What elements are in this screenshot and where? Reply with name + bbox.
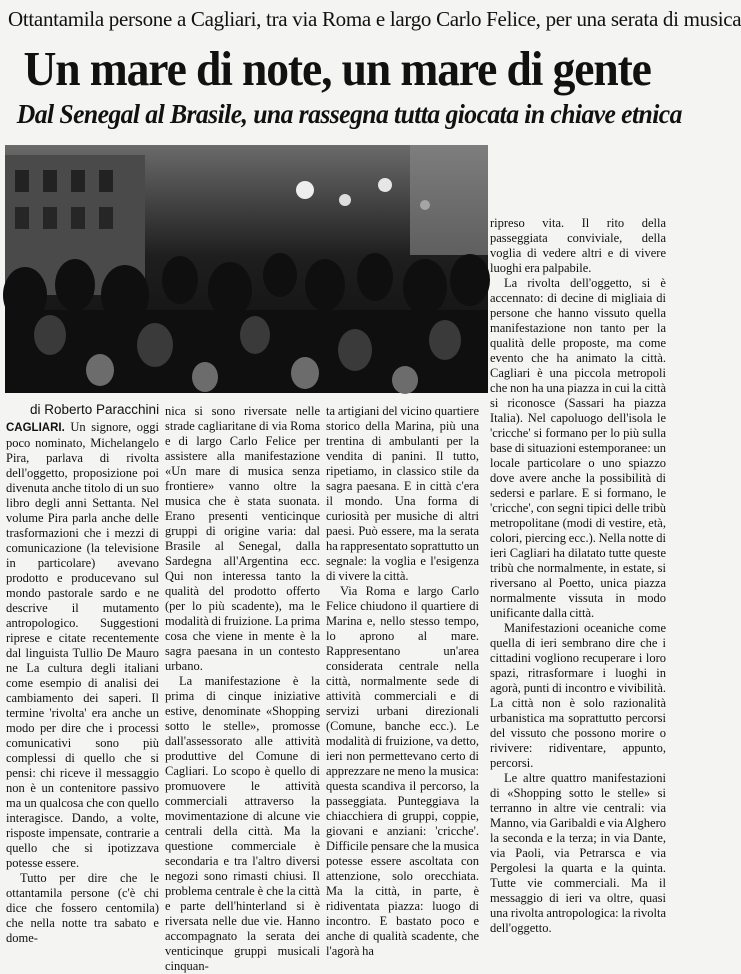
article-column-3: [326, 404, 479, 958]
paragraph: ta artigiani del vicino quartiere storico della Marina, più una trentina di ambulanti per la vendita di panini. Il tutto, ripetiamo, in classico stile da sagra paesana. E in città c'era il mondo. Una forma di curiosità per musiche di altri paesi. Può essere, ma la serata ha rappresentato soprattutto un segnale: la voglia e l'esigenza di vivere la città.: [326, 404, 479, 583]
article-column-1: [6, 420, 159, 945]
article-column-4: [490, 216, 666, 935]
paragraph: nica si sono riversate nelle strade cagliaritane di via Roma e di largo Carlo Felice per assistere alla manifestazione «Un mare di musica senza frontiere» vanno oltre la musica che è stata suonata. Erano presenti venticinque gruppi di origine varia: dal Brasile al Senegal, dalla Sardegna all'Argentina ecc. Qui non interessa tanto la qualità del prodotto offerto (per lo più scadente), ma le modalità di fruizione. La prima cosa che viene in mente è la sagra paesana in un contesto urbano.: [165, 404, 320, 673]
paragraph: ripreso vita. Il rito della passeggiata conviviale, della voglia di vedere altri e di vivere luoghi era palpabile.: [490, 216, 666, 275]
kicker: Ottantamila persone a Cagliari, tra via Roma e largo Carlo Felice, per una serata di musica: [8, 7, 741, 31]
paragraph: La manifestazione è la prima di cinque iniziative estive, denominate «Shopping sotto le stelle», promosse dall'assessorato alle attività produttive del Comune di Cagliari. Lo scopo è quello di promuovere le attività commerciali attraverso la movimentazione di alcune vie centrali della città. Ma la questione commerciale è secondaria e tra l'altro diversi negozi sono rimasti chiusi. Il problema centrale è che la città e parte dell'hinterland si è riversata nelle due vie. Hanno accompagnato la serata dei venticinque gruppi musicali cinquan-: [165, 674, 320, 973]
lead-text: Un signore, oggi poco nominato, Michelangelo Pira, parlava di rivolta dell'oggetto, proposizione poi divenuta anche titolo di un suo libro degli anni Settanta. Nel volume Pira parla anche delle trasformazioni che i mezzi di comunicazione (la televisione in particolare) avevano prodotto e producevano sul mondo pastorale sardo e ne descrive il mutamento antropologico. Suggestioni riprese e citate recentemente dal linguista Tullio De Mauro ne La cultura degli italiani come esempio di analisi dei cambiamento dei saperi. Il termine 'rivolta' era anche un modo per dire che i processi comunicativi sono più complessi di quello che si pensi: chi riceve il messaggio non è un contenitore passivo ma un qualcosa che con quello interagisce. Dando, a volte, risposte impensate, contrarie a quello che si ipotizzava potesse essere.: [6, 420, 159, 870]
paragraph: La rivolta dell'oggetto, si è accennato: di decine di migliaia di persone che hanno vissuto quella manifestazione non tanto per la qualità delle proposte, ma come evento che ha animato la città. Cagliari è una piccola metropoli che non ha una piazza in cui la città si riconosce (Sassari ha piazza Italia). Nel capoluogo dell'isola le 'cricche' si formano per lo più sulla base di situazioni estemporanee: un locale particolare o uno spiazzo dove avere anche la possibilità di sedersi e parlare. E si formano, le 'cricche', con segni tipici delle tribù metropolitane (modi di vestire, età, colori, piercing ecc.). Nella notte di ieri Cagliari ha dilatato tutte queste tribù che normalmente, in estate, si riversano al Poetto, unica piazza normalmente vissuta in modo unificante dalla città.: [490, 276, 666, 620]
subhead: Dal Senegal al Brasile, una rassegna tutta giocata in chiave etnica: [16, 99, 682, 129]
paragraph: Tutto per dire che le ottantamila persone (c'è chi dice che fossero centomila) che nella notte tra sabato e dome-: [6, 871, 159, 945]
paragraph: [6, 420, 159, 871]
crowd-photo: [5, 145, 488, 393]
article-column-2: [165, 404, 320, 973]
paragraph: Le altre quattro manifestazioni di «Shopping sotto le stelle» si terranno in altre vie centrali: via Manno, via Garibaldi e via Alghero la seconda e la terza; in via Dante, via Paoli, via Petrarsca e via Pergolesi la quarta e la quinta. Tutte vie commerciali. Ma il messaggio di ieri va oltre, quasi una rivolta antropologica: la rivolta dell'oggetto.: [490, 771, 666, 935]
paragraph: Manifestazioni oceaniche come quella di ieri sembrano dire che i cittadini vogliono recuperare i loro spazi, ritrasformare i luoghi in agorà, punti di incontro e vivibilità. La città non è solo razionalità urbanistica ma soprattutto percorsi del vissuto che possono morire o rivivere: ridiventare, appunto, percorsi.: [490, 621, 666, 770]
paragraph: Via Roma e largo Carlo Felice chiudono il quartiere di Marina e, nello stesso tempo, lo aprono al mare. Rappresentano un'area considerata centrale nella città, normalmente sede di attività commerciali e di servizi urbani direzionali (Comune, banche ecc.). Le modalità di fruizione, va detto, ieri non permettevano certo di apprezzare ne meno la musica: questa scandiva il percorso, la passeggiata. Punteggiava la chiacchiera di gruppi, coppie, giovani e anziani: 'cricche'. Difficile pensare che la musica potesse essere ascoltata con attenzione, solo orecchiata. Ma la città, in parte, è ridiventata piazza: luogo di incontro. E bastato poco e anche di qualità scadente, che l'agorà ha: [326, 584, 479, 958]
headline: Un mare di note, un mare di gente: [23, 41, 651, 96]
dateline: CAGLIARI.: [6, 422, 65, 434]
byline: di Roberto Paracchini: [30, 402, 160, 417]
crowd-photo-graphic: [5, 145, 488, 393]
